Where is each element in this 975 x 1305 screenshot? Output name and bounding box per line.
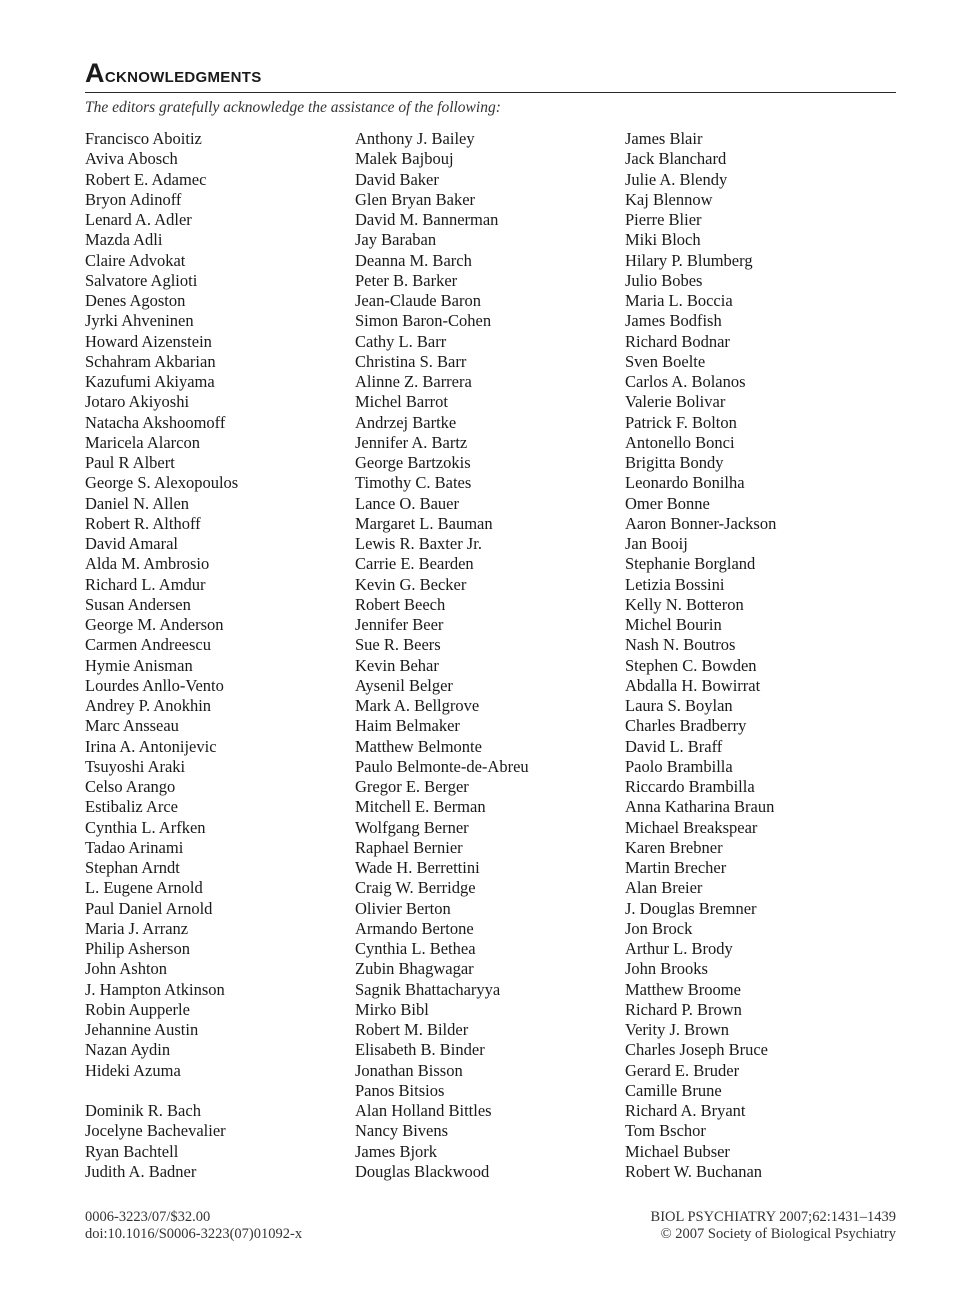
list-item: Lourdes Anllo-Vento [85, 675, 224, 695]
list-item: L. Eugene Arnold [85, 878, 203, 898]
list-item: Daniel N. Allen [85, 493, 190, 513]
list-item: Nash N. Boutros [625, 635, 736, 655]
title-first-letter: A [85, 58, 105, 88]
list-item: Glen Bryan Baker [355, 189, 476, 209]
list-item: Anthony J. Bailey [355, 129, 475, 148]
list-item: Irina A. Antonijevic [85, 736, 217, 756]
list-item: Letizia Bossini [625, 574, 725, 594]
list-item: Natacha Akshoomoff [85, 412, 226, 432]
list-item: Raphael Bernier [355, 837, 463, 857]
list-item: Mazda Adli [85, 230, 163, 250]
list-item: Craig W. Berridge [355, 878, 476, 898]
list-item: David L. Braff [625, 736, 723, 756]
list-item: Michael Breakspear [625, 817, 758, 837]
list-item: George M. Anderson [85, 615, 224, 634]
list-item: Stephanie Borgland [625, 554, 756, 574]
list-item: Verity J. Brown [625, 1020, 730, 1039]
list-item: Maricela Alarcon [85, 432, 200, 452]
list-item: Paulo Belmonte-de-Abreu [355, 756, 529, 776]
issn-price: 0006-3223/07/$32.00 [85, 1209, 211, 1225]
list-item: Aaron Bonner-Jackson [625, 513, 777, 533]
list-item: Miki Bloch [625, 230, 701, 250]
list-item: Jennifer A. Bartz [355, 432, 468, 452]
list-item: Alda M. Ambrosio [85, 554, 210, 574]
list-item: David Baker [355, 169, 439, 189]
list-item: Tom Bschor [625, 1121, 706, 1141]
list-item: Jyrki Ahveninen [85, 311, 194, 331]
list-item: Jack Blanchard [625, 149, 727, 169]
list-item: George Bartzokis [355, 453, 471, 472]
list-item: Kevin G. Becker [355, 574, 467, 594]
list-item: Richard A. Bryant [625, 1101, 746, 1120]
footer-left [85, 1209, 302, 1243]
list-item: David M. Bannerman [355, 210, 499, 229]
list-item: Kazufumi Akiyama [85, 372, 215, 391]
list-item: Charles Bradberry [625, 716, 747, 736]
copyright: © 2007 Society of Biological Psychiatry [660, 1226, 896, 1242]
list-item: Robin Aupperle [85, 999, 190, 1019]
list-item: Camille Brune [625, 1080, 722, 1100]
list-item: Mitchell E. Berman [355, 797, 486, 817]
list-item: Christina S. Barr [355, 351, 467, 371]
list-item: Simon Baron-Cohen [355, 311, 492, 331]
list-item: Susan Andersen [85, 594, 191, 614]
list-item: Lenard A. Adler [85, 210, 192, 229]
list-item: Valerie Bolivar [625, 392, 726, 412]
list-item: George S. Alexopoulos [85, 473, 239, 493]
title-rest: cknowledgments [104, 62, 262, 87]
list-item: Robert M. Bilder [355, 1020, 469, 1039]
list-item: Zubin Bhagwagar [355, 959, 474, 979]
list-item: Laura S. Boylan [625, 696, 733, 715]
list-item: Sagnik Bhattacharyya [355, 979, 501, 999]
name-column-2 [355, 129, 615, 1182]
list-item: Hideki Azuma [85, 1060, 181, 1080]
list-item: Jan Booij [625, 534, 688, 553]
list-item: Pierre Blier [625, 210, 702, 229]
list-item: Jehannine Austin [85, 1020, 199, 1039]
list-item: Carlos A. Bolanos [625, 372, 746, 391]
list-item: Elisabeth B. Binder [355, 1040, 485, 1060]
list-item: Judith A. Badner [85, 1161, 197, 1181]
list-item: Kelly N. Botteron [625, 594, 744, 614]
list-item: Sven Boelte [625, 351, 706, 371]
list-item: Charles Joseph Bruce [625, 1040, 768, 1060]
list-item: Arthur L. Brody [625, 939, 733, 958]
list-item: Robert R. Althoff [85, 513, 201, 533]
list-item: Hilary P. Blumberg [625, 250, 753, 270]
list-item: David Amaral [85, 534, 179, 553]
journal-citation: BIOL PSYCHIATRY 2007;62:1431–1439 [650, 1209, 896, 1225]
list-item: Bryon Adinoff [85, 189, 182, 209]
list-item: Haim Belmaker [355, 716, 460, 736]
list-item: Robert W. Buchanan [625, 1161, 763, 1181]
list-item: Deanna M. Barch [355, 250, 472, 270]
list-item: Martin Brecher [625, 858, 727, 877]
list-item: Wade H. Berrettini [355, 858, 480, 877]
list-item: Nazan Aydin [85, 1040, 171, 1060]
list-item: J. Hampton Atkinson [85, 979, 225, 999]
list-item: Aysenil Belger [355, 675, 453, 695]
list-item: Alinne Z. Barrera [355, 372, 472, 391]
list-item: Brigitta Bondy [625, 453, 724, 472]
list-item: Andrzej Bartke [355, 412, 457, 432]
list-item: Jocelyne Bachevalier [85, 1121, 226, 1141]
name-column-3 [625, 129, 885, 1182]
list-item: Estibaliz Arce [85, 797, 179, 817]
list-item: Julio Bobes [625, 270, 703, 290]
list-item: Mirko Bibl [355, 999, 429, 1019]
list-item: Patrick F. Bolton [625, 412, 737, 432]
list-item: Alan Breier [625, 878, 703, 898]
list-item: J. Douglas Bremner [625, 898, 757, 918]
title-rule [85, 92, 896, 93]
list-item: Maria L. Boccia [625, 291, 733, 310]
list-item: Howard Aizenstein [85, 331, 212, 351]
list-item: Jean-Claude Baron [355, 291, 481, 310]
list-item: Riccardo Brambilla [625, 777, 755, 796]
list-item: Jotaro Akiyoshi [85, 392, 190, 412]
list-item: Abdalla H. Bowirrat [625, 675, 761, 695]
list-item: Gregor E. Berger [355, 777, 469, 796]
list-item: Antonello Bonci [625, 432, 735, 452]
list-item: John Ashton [85, 959, 168, 979]
list-item: Peter B. Barker [355, 270, 458, 290]
list-item: Tsuyoshi Araki [85, 756, 186, 776]
list-item: Cynthia L. Bethea [355, 939, 476, 958]
list-item: Gerard E. Bruder [625, 1060, 740, 1080]
list-item: Malek Bajbouj [355, 149, 454, 169]
list-item: Jon Brock [625, 918, 693, 938]
list-item: Matthew Broome [625, 979, 741, 999]
list-item: Aviva Abosch [85, 149, 178, 169]
list-item: Olivier Berton [355, 898, 451, 918]
list-item: Celso Arango [85, 777, 176, 796]
list-item: Richard Bodnar [625, 331, 730, 351]
list-item: Jonathan Bisson [355, 1060, 463, 1080]
name-column-1 [85, 129, 345, 1182]
list-item: Marc Ansseau [85, 716, 179, 736]
page [85, 0, 896, 1305]
list-item: Kaj Blennow [625, 189, 713, 209]
list-gap [85, 1081, 345, 1101]
list-item: Karen Brebner [625, 837, 723, 857]
list-item: Alan Holland Bittles [355, 1101, 492, 1120]
list-item: Lance O. Bauer [355, 493, 459, 513]
list-item: Wolfgang Berner [355, 817, 469, 837]
list-item: Margaret L. Bauman [355, 513, 493, 533]
list-item: Paolo Brambilla [625, 756, 733, 776]
list-item: Ryan Bachtell [85, 1141, 179, 1161]
list-item: Robert E. Adamec [85, 169, 207, 189]
list-item: Omer Bonne [625, 493, 710, 513]
list-item: Kevin Behar [355, 655, 439, 675]
list-item: Dominik R. Bach [85, 1101, 201, 1120]
list-item: Stephen C. Bowden [625, 655, 757, 675]
list-item: Paul R Albert [85, 453, 175, 472]
list-item: John Brooks [625, 959, 708, 979]
list-item: James Bodfish [625, 311, 722, 331]
list-item: James Blair [625, 129, 703, 148]
list-item: Jennifer Beer [355, 615, 444, 634]
list-item: Schahram Akbarian [85, 351, 216, 371]
list-item: Douglas Blackwood [355, 1161, 490, 1181]
list-item: Jay Baraban [355, 230, 437, 250]
list-item: Lewis R. Baxter Jr. [355, 534, 482, 553]
list-item: Richard L. Amdur [85, 574, 206, 594]
list-item: Richard P. Brown [625, 999, 742, 1019]
list-item: Anna Katharina Braun [625, 797, 775, 817]
list-item: Salvatore Aglioti [85, 270, 198, 290]
list-item: Armando Bertone [355, 918, 474, 938]
list-item: Michel Bourin [625, 615, 722, 634]
intro-text: The editors gratefully acknowledge the assistance of the following: [85, 99, 501, 116]
list-item: Carrie E. Bearden [355, 554, 474, 574]
list-item: Andrey P. Anokhin [85, 696, 212, 715]
list-item: James Bjork [355, 1141, 438, 1161]
list-item: Sue R. Beers [355, 635, 441, 655]
list-item: Philip Asherson [85, 939, 190, 958]
list-item: Stephan Arndt [85, 858, 180, 877]
list-item: Hymie Anisman [85, 655, 193, 675]
page-title [85, 58, 262, 89]
list-item: Robert Beech [355, 594, 446, 614]
list-item: Michel Barrot [355, 392, 449, 412]
list-item: Matthew Belmonte [355, 736, 482, 756]
list-item: Panos Bitsios [355, 1080, 445, 1100]
list-item: Cathy L. Barr [355, 331, 447, 351]
doi: doi:10.1016/S0006-3223(07)01092-x [85, 1226, 303, 1242]
list-item: Carmen Andreescu [85, 635, 211, 655]
list-item: Francisco Aboitiz [85, 129, 202, 148]
list-item: Julie A. Blendy [625, 169, 728, 189]
list-item: Paul Daniel Arnold [85, 898, 213, 918]
list-item: Mark A. Bellgrove [355, 696, 480, 715]
list-item: Maria J. Arranz [85, 918, 189, 938]
list-item: Claire Advokat [85, 250, 186, 270]
list-item: Tadao Arinami [85, 837, 184, 857]
list-item: Denes Agoston [85, 291, 186, 310]
list-item: Nancy Bivens [355, 1121, 449, 1141]
list-item: Michael Bubser [625, 1141, 730, 1161]
list-item: Cynthia L. Arfken [85, 817, 206, 837]
footer-right [651, 1209, 896, 1243]
list-item: Leonardo Bonilha [625, 473, 745, 493]
list-item: Timothy C. Bates [355, 473, 472, 493]
